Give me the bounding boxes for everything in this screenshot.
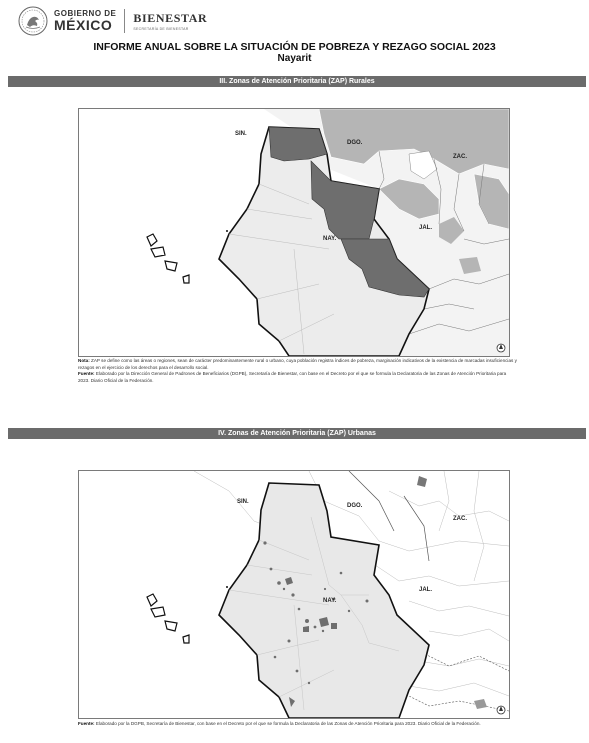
bienestar-logo-text bbox=[133, 11, 207, 31]
label-nay: NAY. bbox=[323, 236, 337, 242]
bienestar-name: BIENESTAR bbox=[133, 11, 208, 25]
label-zac: ZAC. bbox=[453, 516, 467, 522]
label-zac: ZAC. bbox=[453, 154, 467, 160]
mexico-seal-icon bbox=[18, 6, 48, 36]
label-dgo: DGO. bbox=[347, 503, 363, 509]
section3-source-line bbox=[78, 371, 518, 384]
note-label: Nota: bbox=[78, 358, 90, 363]
source-text: Elaborado por la DGPB, Secretaría de Bienestar, con base en el Decreto por el que se formula la Declaratoria de las Zonas de Atención Prioritaria para 2023. Diario Oficial de la Federación. bbox=[95, 721, 481, 726]
section4-source-line bbox=[78, 721, 518, 728]
north-arrow-icon bbox=[497, 344, 505, 352]
header bbox=[18, 6, 207, 36]
source-label: Fuente: bbox=[78, 721, 95, 726]
label-sin: SIN. bbox=[237, 499, 249, 505]
source-text: Elaborado por la Dirección General de Padrones de Beneficiarios (DGPB), Secretaría de Bienestar, con base en el Decreto por el que se formula la Declaratoria de las Zonas de Atención Prioritaria para 2023. Diario Oficial de la Federación. bbox=[78, 371, 507, 383]
source-label: Fuente: bbox=[78, 371, 95, 377]
label-sin: SIN. bbox=[235, 131, 247, 137]
gob-line1: GOBIERNO DE bbox=[54, 9, 117, 18]
north-arrow-icon bbox=[497, 706, 505, 714]
section3-title-bar: III. Zonas de Atención Prioritaria (ZAP) Rurales bbox=[8, 76, 586, 87]
label-dgo: DGO. bbox=[347, 140, 363, 146]
label-jal: JAL. bbox=[419, 587, 433, 593]
note-text: ZAP se define como las áreas o regiones, sean de carácter predominantemente rural o urbano, cuya población registra índices de pobreza, marginación indicativos de la existencia de marcadas insuficiencias y rezagos en el ejercicio de los derechos para el desarrollo social. bbox=[78, 358, 517, 370]
map-zap-urbanas bbox=[78, 470, 510, 719]
gobierno-logo-text bbox=[54, 10, 116, 32]
report-state: Nayarit bbox=[277, 53, 312, 64]
logo-divider bbox=[124, 9, 125, 33]
section3-note-line bbox=[78, 358, 518, 371]
map-zap-rurales bbox=[78, 108, 510, 357]
section3-note bbox=[78, 358, 518, 384]
label-nay: NAY. bbox=[323, 598, 337, 604]
section4-title-bar: IV. Zonas de Atención Prioritaria (ZAP) Urbanas bbox=[8, 428, 586, 439]
bienestar-sub: SECRETARÍA DE BIENESTAR bbox=[133, 27, 189, 31]
gob-line2: MÉXICO bbox=[54, 17, 113, 33]
section4-note bbox=[78, 721, 518, 728]
report-title: INFORME ANUAL SOBRE LA SITUACIÓN DE POBREZA Y REZAGO SOCIAL 2023 bbox=[93, 41, 496, 53]
label-jal: JAL. bbox=[419, 225, 433, 231]
